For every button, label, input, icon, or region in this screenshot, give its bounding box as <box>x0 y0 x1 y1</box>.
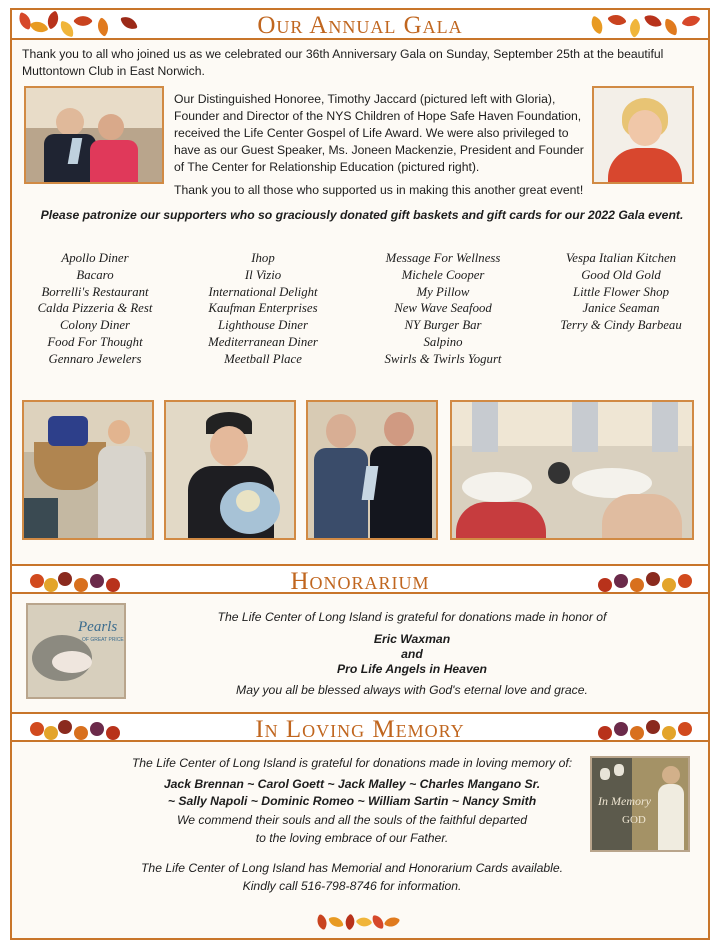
honoree-text: Our Distinguished Honoree, Timothy Jaccard (pictured left with Gloria), Founder and Director of the NYS Children of Hope Safe Haven Foundation, received the Life Center Gospel of Life Award. We were also privileged to have as our Guest Speaker, Ms. Joneen Mackenzie, President and Founder of The Center for Relationship Education (pictured right). <box>174 92 584 174</box>
newsletter-page <box>10 8 710 940</box>
gallery-photo-banquet <box>450 400 694 540</box>
honoree-name-2: Pro Life Angels in Heaven <box>337 662 487 676</box>
memory-card-image <box>590 756 690 852</box>
honoree-name-1: Eric Waxman <box>373 632 451 646</box>
supporter-name: Meetball Place <box>224 351 302 366</box>
thanks-text: Thank you to all those who supported us in making this another great event! <box>174 183 584 197</box>
supporter-name: Food For Thought <box>47 334 143 349</box>
supporter-name: Calda Pizzeria & Rest <box>37 301 153 316</box>
patronize-text: Please patronize our supporters who so graciously donated gift baskets and gift cards for our 2022 Gala event. <box>40 208 684 222</box>
memory-intro: The Life Center of Long Island is grateful for donations made in loving memory of: <box>131 756 573 770</box>
memory-commend-2: to the loving embrace of our Father. <box>255 831 449 845</box>
honorarium-blessing: May you all be blessed always with God's eternal love and grace. <box>236 683 588 697</box>
supporter-name: Borrelli's Restaurant <box>41 284 149 299</box>
memory-title: In Loving Memory <box>255 716 465 743</box>
honorarium-title: Honorarium <box>290 568 430 595</box>
supporter-name: Terry & Cindy Barbeau <box>560 318 682 333</box>
supporter-name: Kaufman Enterprises <box>208 301 318 316</box>
supporters-col-3 <box>368 250 518 368</box>
gallery-photo-award <box>306 400 438 540</box>
supporter-name: Salpino <box>423 334 463 349</box>
supporters-col-2 <box>190 250 336 368</box>
memory-cards-1: The Life Center of Long Island has Memorial and Honorarium Cards available. <box>140 861 564 875</box>
supporter-name: Gennaro Jewelers <box>48 351 142 366</box>
supporter-name: Message For Wellness <box>385 251 501 265</box>
gala-intro: Thank you to all who joined us as we celebrated our 36th Anniversary Gala on Sunday, September 25th at the beautiful Muttontown Club in East Norwich. <box>22 47 664 78</box>
supporter-name: Mediterranean Diner <box>208 334 318 349</box>
supporter-name: Lighthouse Diner <box>218 318 308 333</box>
supporter-name: New Wave Seafood <box>394 301 492 316</box>
supporter-name: Bacaro <box>76 267 114 282</box>
autumn-leaf-icon <box>328 914 343 929</box>
supporters-col-1 <box>22 250 168 368</box>
gallery-photo-guest-flowers <box>164 400 296 540</box>
honorarium-intro: The Life Center of Long Island is grateful for donations made in honor of <box>217 610 607 624</box>
gala-header-bar <box>12 10 708 40</box>
gallery-photo-gift-basket <box>22 400 154 540</box>
supporter-name: My Pillow <box>416 284 470 299</box>
pearls-card-image <box>26 603 126 699</box>
memory-names-line-1: Jack Brennan ~ Carol Goett ~ Jack Malley ~ Charles Mangano Sr. <box>163 777 541 791</box>
guest-speaker-photo <box>592 86 694 184</box>
supporter-name: Colony Diner <box>59 318 131 333</box>
supporter-name: Little Flower Shop <box>573 284 669 299</box>
autumn-leaf-icon <box>356 914 373 931</box>
memory-header-bar <box>12 712 708 742</box>
supporter-name: Janice Seaman <box>582 301 660 316</box>
gala-title: Our Annual Gala <box>257 12 463 39</box>
autumn-leaf-icon <box>314 914 330 930</box>
supporter-name: International Delight <box>208 284 318 299</box>
supporter-name: Il Vizio <box>244 267 282 282</box>
autumn-leaf-icon <box>384 914 400 930</box>
honoree-photo <box>24 86 164 184</box>
memory-card-line-2: GOD <box>622 814 646 826</box>
supporter-name: Ihop <box>251 251 275 265</box>
memory-names-line-2: ~ Sally Napoli ~ Dominic Romeo ~ William Sartin ~ Nancy Smith <box>167 794 537 808</box>
supporter-name: Good Old Gold <box>581 267 661 282</box>
pearls-card-title: Pearls <box>78 619 118 635</box>
supporter-name: Swirls & Twirls Yogurt <box>384 351 502 366</box>
autumn-leaf-icon <box>371 915 385 929</box>
supporter-name: Michele Cooper <box>401 267 485 282</box>
supporters-col-4 <box>546 250 696 334</box>
honoree-and: and <box>401 647 423 661</box>
pearls-card-subtitle: OF GREAT PRICE <box>82 637 124 643</box>
supporter-name: Apollo Diner <box>61 251 129 265</box>
memory-cards-2: Kindly call 516-798-8746 for information. <box>242 879 462 893</box>
supporter-name: NY Burger Bar <box>404 318 482 333</box>
memory-card-line-1: In Memory <box>598 794 651 808</box>
honorarium-header-bar <box>12 564 708 594</box>
memory-commend-1: We commend their souls and all the souls of the faithful departed <box>176 813 528 827</box>
supporter-name: Vespa Italian Kitchen <box>565 251 677 265</box>
